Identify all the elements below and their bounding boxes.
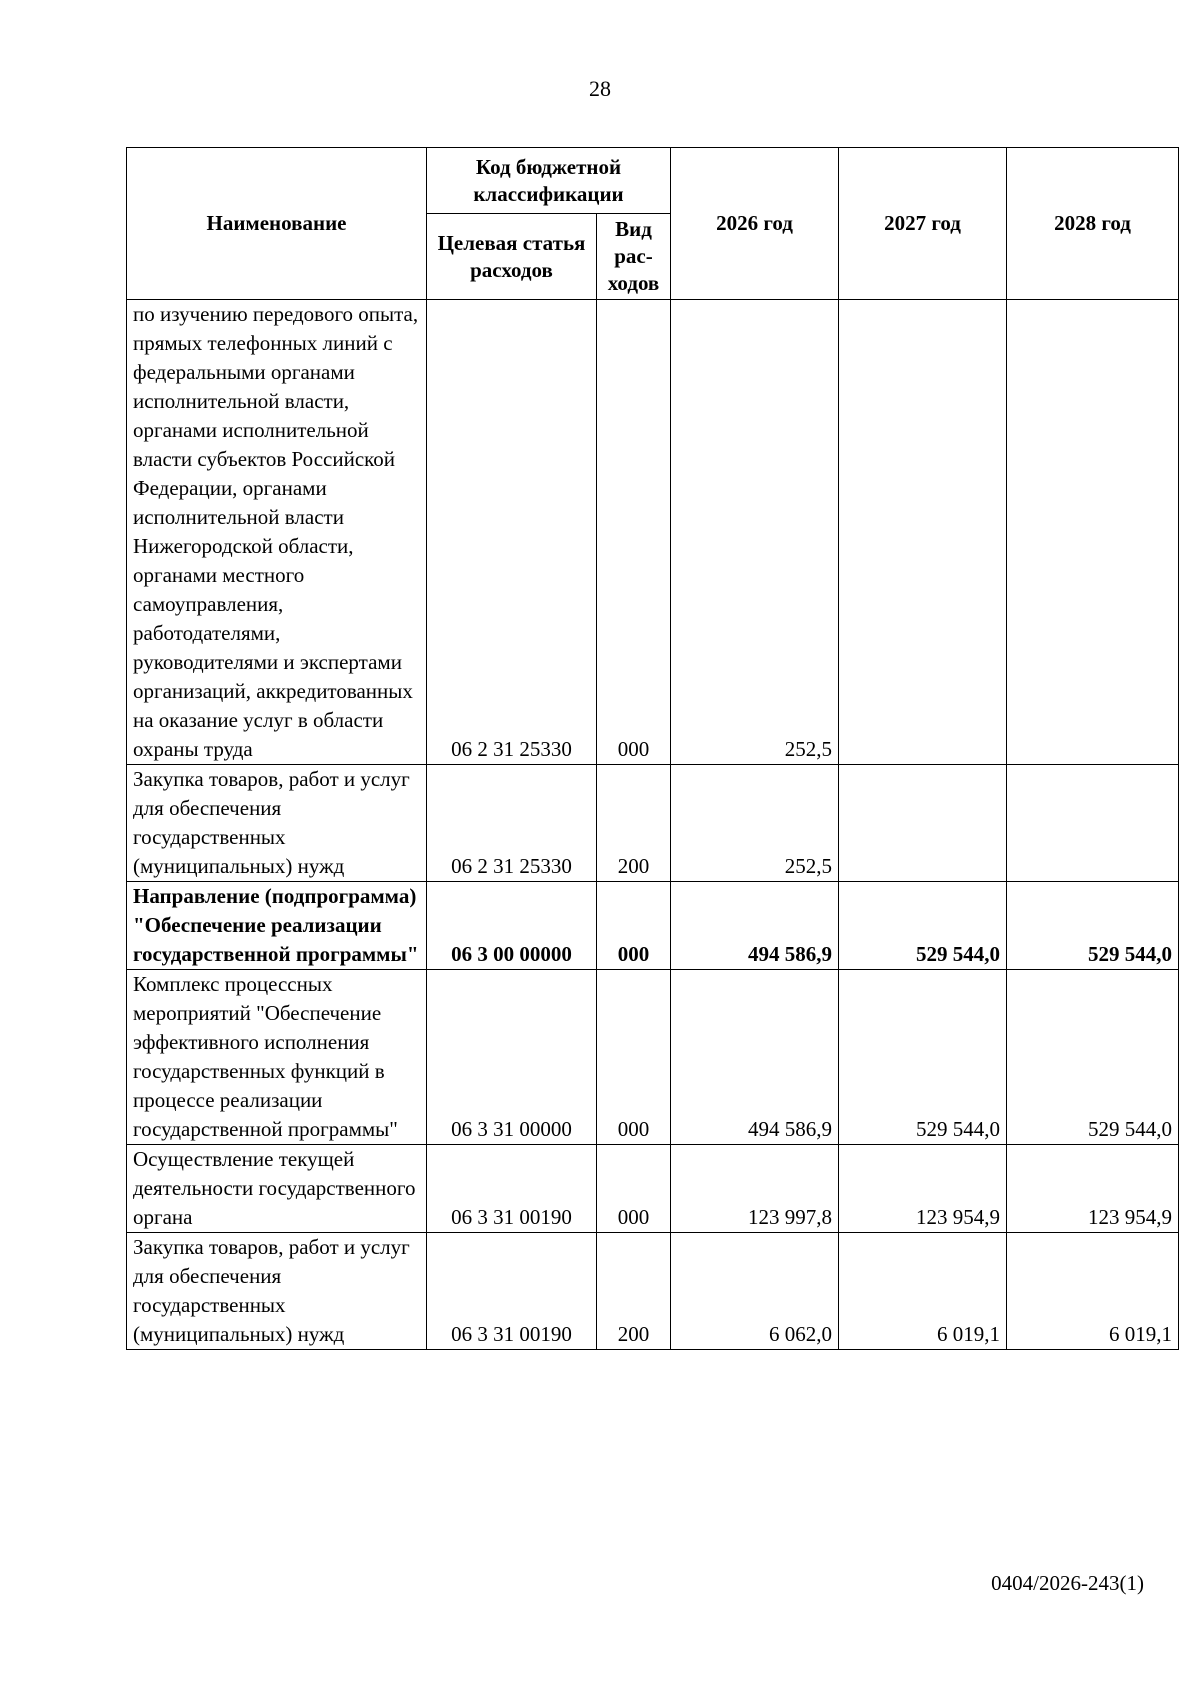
row-target-article: 06 2 31 25330 (427, 300, 597, 765)
row-target-article: 06 3 31 00190 (427, 1145, 597, 1233)
row-value-2028: 123 954,9 (1007, 1145, 1179, 1233)
header-kind: Вид рас-ходов (597, 214, 671, 300)
row-value-2026: 6 062,0 (671, 1233, 839, 1350)
row-value-2027: 529 544,0 (839, 882, 1007, 970)
table-row (127, 1233, 1179, 1350)
row-name: Осуществление текущей деятельности государственного органа (127, 1145, 427, 1233)
row-value-2027 (839, 300, 1007, 765)
row-value-2028: 529 544,0 (1007, 970, 1179, 1145)
row-target-article: 06 3 00 00000 (427, 882, 597, 970)
row-value-2028: 6 019,1 (1007, 1233, 1179, 1350)
row-name: Закупка товаров, работ и услуг для обеспечения государственных (муниципальных) нужд (127, 1233, 427, 1350)
row-value-2028: 529 544,0 (1007, 882, 1179, 970)
row-value-2027: 529 544,0 (839, 970, 1007, 1145)
row-value-2026: 123 997,8 (671, 1145, 839, 1233)
row-value-2027: 6 019,1 (839, 1233, 1007, 1350)
table-row (127, 300, 1179, 765)
row-value-2026: 252,5 (671, 765, 839, 882)
row-name: Направление (подпрограмма) "Обеспечение реализации государственной программы" (127, 882, 427, 970)
table-row (127, 765, 1179, 882)
row-expense-kind: 200 (597, 1233, 671, 1350)
row-target-article: 06 3 31 00000 (427, 970, 597, 1145)
table-row (127, 970, 1179, 1145)
header-2027: 2027 год (839, 148, 1007, 300)
header-code-group: Код бюджетной классификации (427, 148, 671, 214)
row-target-article: 06 2 31 25330 (427, 765, 597, 882)
row-expense-kind: 000 (597, 882, 671, 970)
row-name: по изучению передового опыта, прямых телефонных линий с федеральными органами исполнительной власти, органами исполнительной власти субъектов Российской Федерации, органами исполнительной власти Нижегородской области, органами местного самоуправления, работодателями, руководителями и экспертами организаций, аккредитованных на оказание услуг в области охраны труда (127, 300, 427, 765)
table-row (127, 1145, 1179, 1233)
row-name: Закупка товаров, работ и услуг для обеспечения государственных (муниципальных) нужд (127, 765, 427, 882)
row-value-2026: 252,5 (671, 300, 839, 765)
header-2028: 2028 год (1007, 148, 1179, 300)
row-expense-kind: 000 (597, 300, 671, 765)
row-value-2027: 123 954,9 (839, 1145, 1007, 1233)
row-value-2026: 494 586,9 (671, 970, 839, 1145)
row-expense-kind: 200 (597, 765, 671, 882)
row-name: Комплекс процессных мероприятий "Обеспечение эффективного исполнения государственных функций в процессе реализации государственной программы" (127, 970, 427, 1145)
page-number: 28 (589, 76, 611, 101)
table-row (127, 882, 1179, 970)
row-value-2028 (1007, 300, 1179, 765)
row-value-2027 (839, 765, 1007, 882)
header-target: Целевая статья расходов (427, 214, 597, 300)
row-target-article: 06 3 31 00190 (427, 1233, 597, 1350)
header-name: Наименование (127, 148, 427, 300)
row-value-2028 (1007, 765, 1179, 882)
row-value-2026: 494 586,9 (671, 882, 839, 970)
header-2026: 2026 год (671, 148, 839, 300)
row-expense-kind: 000 (597, 970, 671, 1145)
document-code: 0404/2026-243(1) (991, 1571, 1144, 1595)
row-expense-kind: 000 (597, 1145, 671, 1233)
budget-table (126, 147, 1179, 1350)
